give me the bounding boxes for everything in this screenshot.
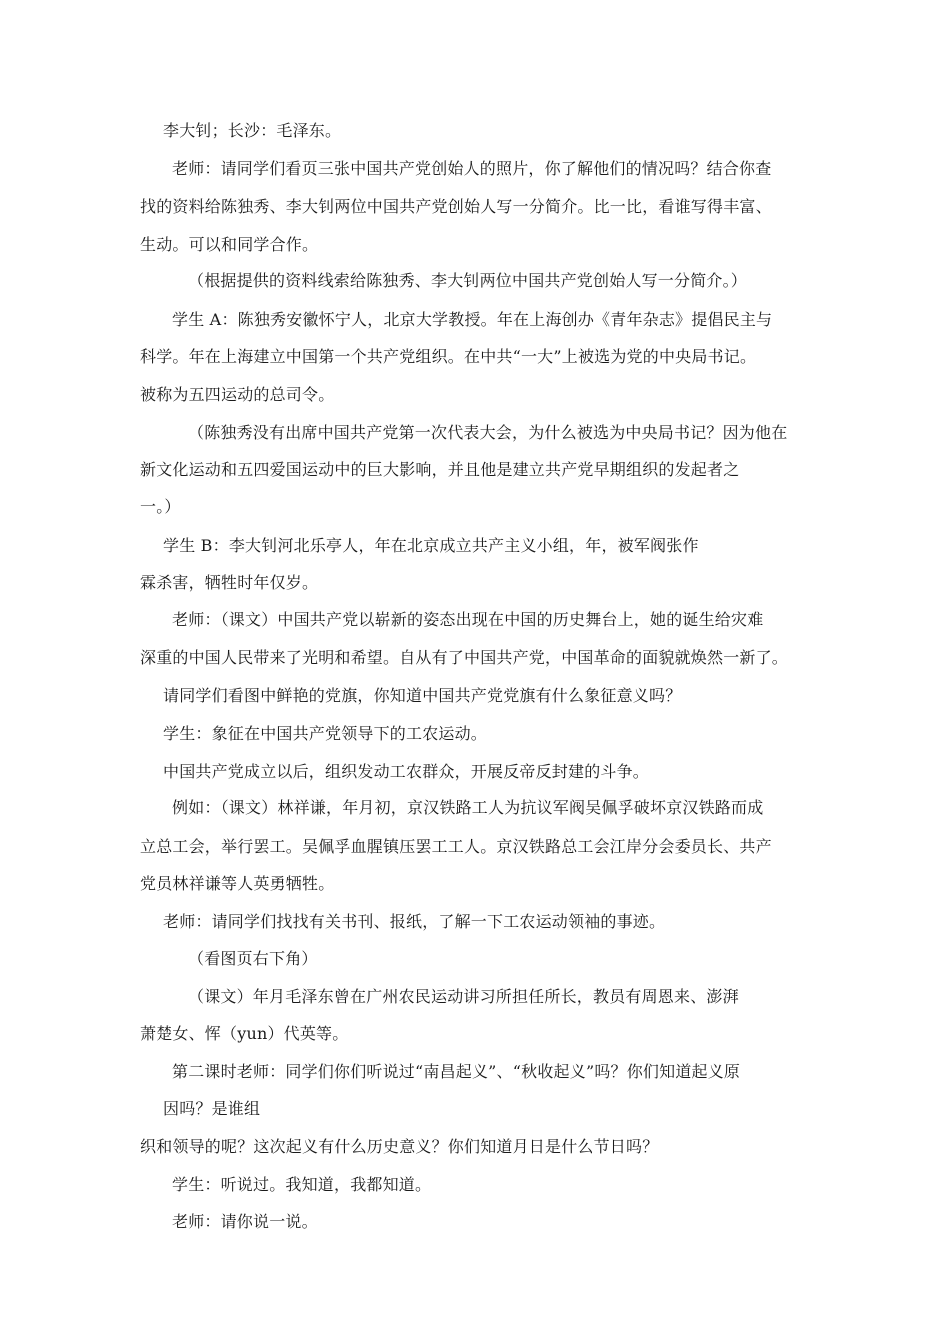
text-line: 学生 B：李大钊河北乐亭人，年在北京成立共产主义小组，年，被军阀张作 — [163, 536, 699, 555]
text-line: 被称为五四运动的总司令。 — [140, 385, 335, 404]
text-line: 中国共产党成立以后，组织发动工农群众，开展反帝反封建的斗争。 — [163, 762, 650, 781]
text-line: 老师：请同学们找找有关书刊、报纸，了解一下工农运动领袖的事迹。 — [163, 912, 666, 931]
text-line: 一。） — [140, 497, 181, 516]
text-line: 学生 A：陈独秀安徽怀宁人，北京大学教授。年在上海创办《青年杂志》提倡民主与 — [172, 310, 773, 329]
text-line: 找的资料给陈独秀、李大钊两位中国共产党创始人写一分简介。比一比，看谁写得丰富、 — [140, 197, 772, 216]
text-line: 请同学们看图中鲜艳的党旗，你知道中国共产党党旗有什么象征意义吗？ — [163, 686, 682, 705]
text-line: 科学。年在上海建立中国第一个共产党组织。在中共“一大”上被选为党的中央局书记。 — [140, 347, 757, 366]
text-line: 新文化运动和五四爱国运动中的巨大影响，并且他是建立共产党早期组织的发起者之 — [140, 460, 740, 479]
text-line: 立总工会，举行罢工。吴佩孚血腥镇压罢工工人。京汉铁路总工会江岸分会委员长、共产 — [140, 837, 772, 856]
text-line: 深重的中国人民带来了光明和希望。自从有了中国共产党，中国革命的面貌就焕然一新了。 — [140, 648, 789, 667]
text-line: （陈独秀没有出席中国共产党第一次代表大会，为什么被选为中央局书记？因为他在 — [188, 423, 788, 442]
text-line: 第二课时老师：同学们你们听说过“南昌起义”、“秋收起义”吗？你们知道起义原 — [172, 1062, 741, 1081]
text-line: （看图页右下角） — [188, 949, 318, 968]
text-line: 生动。可以和同学合作。 — [140, 235, 319, 254]
text-line: 霖杀害，牺牲时年仅岁。 — [140, 573, 319, 592]
text-line: 学生：象征在中国共产党领导下的工农运动。 — [163, 724, 488, 743]
text-line: 党员林祥谦等人英勇牺牲。 — [140, 874, 335, 893]
text-line: 织和领导的呢？这次起义有什么历史意义？你们知道月日是什么节日吗？ — [140, 1137, 659, 1156]
text-line: 老师：请同学们看页三张中国共产党创始人的照片，你了解他们的情况吗？结合你查 — [172, 159, 772, 178]
text-line: （根据提供的资料线索给陈独秀、李大钊两位中国共产党创始人写一分简介。） — [188, 271, 748, 290]
text-line: 学生：听说过。我知道，我都知道。 — [172, 1175, 432, 1194]
text-line: 例如：（课文）林祥谦，年月初，京汉铁路工人为抗议军阀吴佩孚破坏京汉铁路而成 — [172, 798, 764, 817]
text-line: 萧楚女、恽（yun）代英等。 — [140, 1024, 349, 1043]
text-line: 李大钊；长沙：毛泽东。 — [163, 121, 342, 140]
text-line: （课文）年月毛泽东曾在广州农民运动讲习所担任所长，教员有周恩来、澎湃 — [188, 987, 739, 1006]
text-line: 老师：（课文）中国共产党以崭新的姿态出现在中国的历史舞台上，她的诞生给灾难 — [172, 610, 764, 629]
text-line: 因吗？是谁组 — [163, 1099, 261, 1118]
text-line: 老师：请你说一说。 — [172, 1212, 318, 1231]
